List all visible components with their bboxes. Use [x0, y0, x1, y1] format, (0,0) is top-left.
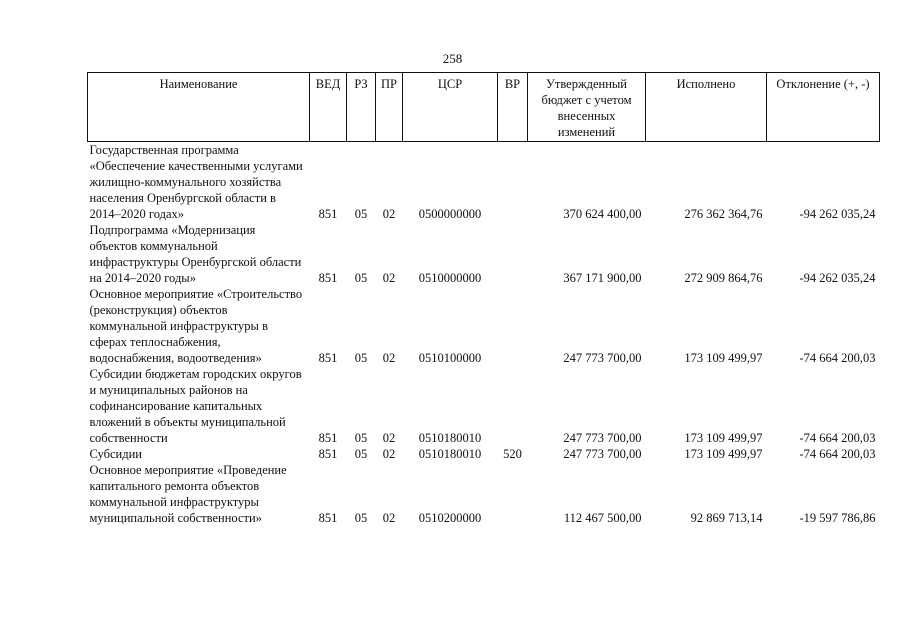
- row-executed: 173 109 499,97: [684, 431, 763, 445]
- row-pr: 02: [382, 431, 396, 445]
- table-row: [88, 446, 880, 462]
- header-name: Наименование: [88, 73, 310, 142]
- row-csr: 0510100000: [418, 351, 482, 365]
- row-approved: 112 467 500,00: [563, 511, 642, 525]
- row-name: Субсидии бюджетам городских округов и муниципальных районов на софинансирование капитальных вложений в объекты муниципальной собственности: [89, 367, 302, 445]
- row-csr: 0510200000: [418, 511, 482, 525]
- row-pr: 02: [382, 271, 396, 285]
- row-approved: 247 773 700,00: [563, 431, 642, 445]
- header-approved: Утвержденный бюджет с учетом внесенных изменений: [528, 73, 646, 142]
- row-deviation: -19 597 786,86: [799, 511, 876, 525]
- row-vr: [498, 462, 528, 526]
- table-header-row: [88, 73, 880, 142]
- row-deviation: -74 664 200,03: [799, 351, 876, 365]
- row-pr: 02: [382, 351, 396, 365]
- row-rz: 05: [354, 351, 368, 365]
- row-deviation: -94 262 035,24: [799, 271, 876, 285]
- row-rz: 05: [354, 511, 368, 525]
- table-row: [88, 142, 880, 223]
- row-ved: 851: [318, 271, 338, 285]
- header-executed: Исполнено: [646, 73, 767, 142]
- row-rz: 05: [354, 271, 368, 285]
- row-pr: 02: [382, 447, 396, 461]
- row-executed: 92 869 713,14: [690, 511, 763, 525]
- row-pr: 02: [382, 511, 396, 525]
- row-ved: 851: [318, 511, 338, 525]
- budget-table: [87, 72, 880, 526]
- row-approved: 370 624 400,00: [563, 207, 642, 221]
- row-name: Основное мероприятие «Проведение капитального ремонта объектов коммунальной инфраструктуры муниципальной собственности»: [89, 463, 287, 525]
- row-vr: 520: [503, 447, 522, 461]
- row-rz: 05: [354, 431, 368, 445]
- row-ved: 851: [318, 447, 338, 461]
- row-csr: 0510180010: [418, 447, 482, 461]
- row-csr: 0510000000: [418, 271, 482, 285]
- table-row: [88, 366, 880, 446]
- row-executed: 173 109 499,97: [684, 447, 763, 461]
- row-approved: 247 773 700,00: [563, 351, 642, 365]
- row-name: Подпрограмма «Модернизация объектов коммунальной инфраструктуры Оренбургской области на 2014–2020 годы»: [89, 223, 302, 285]
- header-ved: ВЕД: [310, 73, 347, 142]
- page-number: 258: [442, 51, 463, 66]
- row-vr: [498, 286, 528, 366]
- row-name: Субсидии: [89, 447, 142, 461]
- row-name: Основное мероприятие «Строительство (реконструкция) объектов коммунальной инфраструктуры в сферах теплоснабжения, водоснабжения, водоотведения»: [89, 287, 303, 365]
- table-row: [88, 462, 880, 526]
- row-vr: [498, 142, 528, 223]
- row-approved: 247 773 700,00: [563, 447, 642, 461]
- header-deviation: Отклонение (+, -): [767, 73, 880, 142]
- row-deviation: -74 664 200,03: [799, 431, 876, 445]
- row-deviation: -94 262 035,24: [799, 207, 876, 221]
- row-csr: 0510180010: [418, 431, 482, 445]
- header-csr: ЦСР: [403, 73, 498, 142]
- header-rz: РЗ: [347, 73, 376, 142]
- header-vr: ВР: [498, 73, 528, 142]
- row-name: Государственная программа «Обеспечение качественными услугами жилищно-коммунального хозяйства населения Оренбургской области в 2014–2020 годах»: [89, 143, 303, 221]
- table-row: [88, 286, 880, 366]
- row-vr: [498, 222, 528, 286]
- row-ved: 851: [318, 431, 338, 445]
- row-deviation: -74 664 200,03: [799, 447, 876, 461]
- row-csr: 0500000000: [418, 207, 482, 221]
- header-pr: ПР: [376, 73, 403, 142]
- table-row: [88, 222, 880, 286]
- row-rz: 05: [354, 447, 368, 461]
- row-executed: 272 909 864,76: [684, 271, 763, 285]
- row-rz: 05: [354, 207, 368, 221]
- row-ved: 851: [318, 207, 338, 221]
- row-approved: 367 171 900,00: [563, 271, 642, 285]
- row-executed: 276 362 364,76: [684, 207, 763, 221]
- row-executed: 173 109 499,97: [684, 351, 763, 365]
- row-pr: 02: [382, 207, 396, 221]
- row-ved: 851: [318, 351, 338, 365]
- row-vr: [498, 366, 528, 446]
